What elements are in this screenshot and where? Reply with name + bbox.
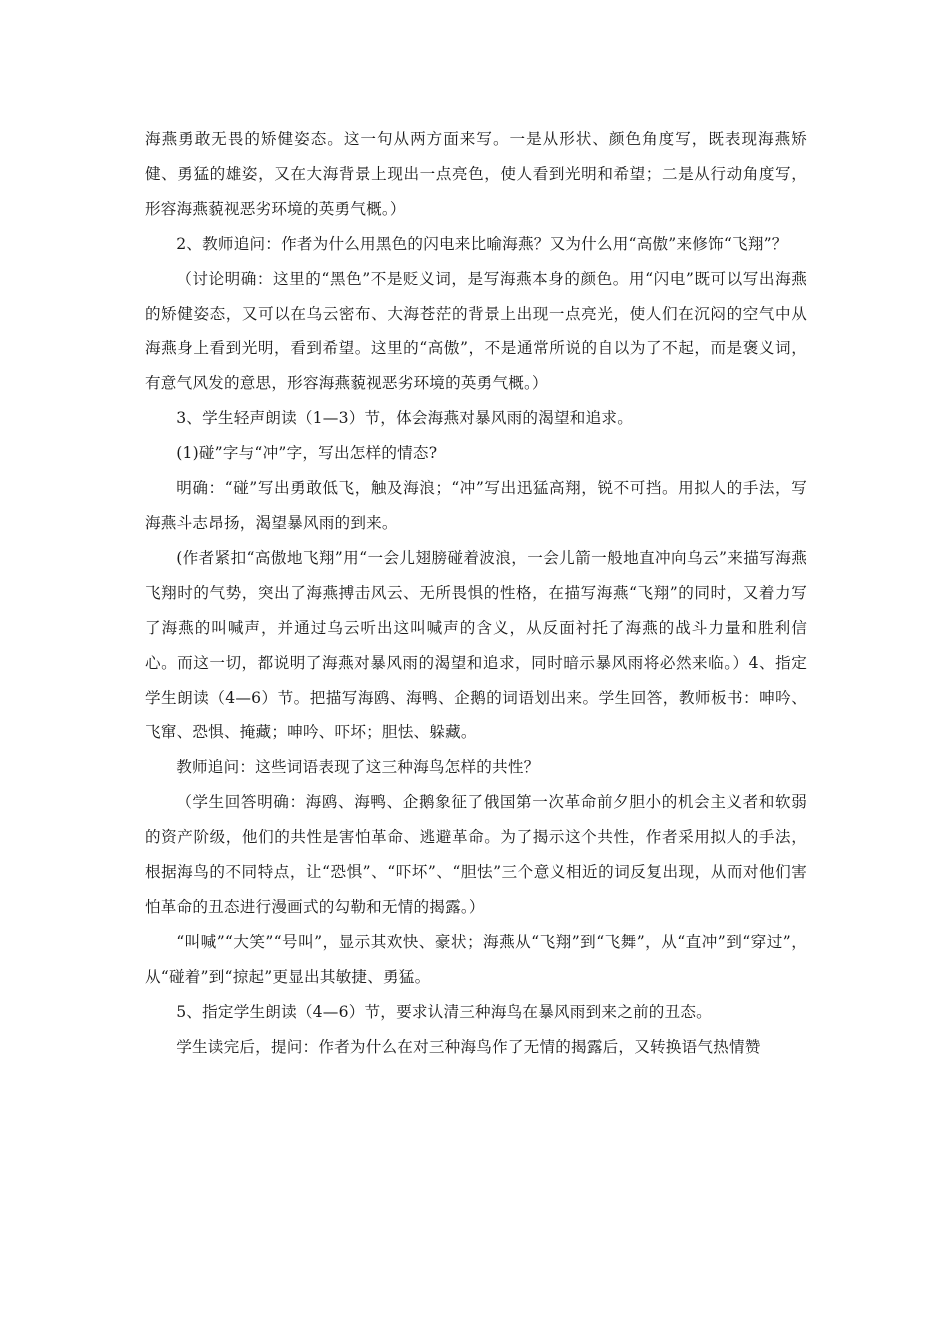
paragraph-12: 学生读完后，提问：作者为什么在对三种海鸟作了无情的揭露后，又转换语气热情赞 xyxy=(176,1037,761,1056)
paragraph-11: 5、指定学生朗读（4—6）节，要求认清三种海鸟在暴风雨到来之前的丑态。 xyxy=(176,1002,712,1021)
paragraph-8: 教师追问：这些词语表现了这三种海鸟怎样的共性？ xyxy=(176,758,540,777)
document-body xyxy=(145,122,807,1064)
paragraph-4: 3、学生轻声朗读（1—3）节，体会海燕对暴风雨的渴望和追求。 xyxy=(176,409,633,428)
paragraph-7: (作者紧扣“高傲地飞翔”用“一会儿翅膀碰着波浪，一会儿箭一般地直冲向乌云”来描写海燕飞翔时的气势，突出了海燕搏击风云、无所畏惧的性格，在描写海燕“飞翔”的同时，又着力写了海燕的叫喊声，并通过乌云听出这叫喊声的含义，从反面衬托了海燕的战斗力量和胜利信心。而这一切，都说明了海燕对暴风雨的渴望和追求，同时暗示暴风雨将必然来临。）4、指定学生朗读（4—6）节。把描写海鸥、海鸭、企鹅的词语划出来。学生回答，教师板书：呻吟、飞窜、恐惧、掩藏；呻吟、吓坏；胆怯、躲藏。 xyxy=(145,548,807,742)
paragraph-10: “叫喊”“大笑”“号叫”，显示其欢快、豪状；海燕从“飞翔”到“飞舞”，从“直冲”到“穿过”，从“碰着”到“掠起”更显出其敏捷、勇猛。 xyxy=(145,932,807,986)
paragraph-2: 2、教师追问：作者为什么用黑色的闪电来比喻海燕？又为什么用“高傲”来修饰“飞翔”？ xyxy=(176,234,788,253)
paragraph-9: （学生回答明确：海鸥、海鸭、企鹅象征了俄国第一次革命前夕胆小的机会主义者和软弱的资产阶级，他们的共性是害怕革命、逃避革命。为了揭示这个共性，作者采用拟人的手法，根据海鸟的不同特点，让“恐惧”、“吓坏”、“胆怯”三个意义相近的词反复出现，从而对他们害怕革命的丑态进行漫画式的勾勒和无情的揭露。） xyxy=(145,793,807,916)
paragraph-5: (1)碰”字与“冲”字，写出怎样的情态? xyxy=(176,444,438,463)
paragraph-3: （讨论明确：这里的“黑色”不是贬义词，是写海燕本身的颜色。用“闪电”既可以写出海燕的矫健姿态，又可以在乌云密布、大海苍茫的背景上出现一点亮光，使人们在沉闷的空气中从海燕身上看到光明，看到希望。这里的“高傲”，不是通常所说的自以为了不起，而是褒义词，有意气风发的意思，形容海燕藐视恶劣环境的英勇气概。） xyxy=(145,269,807,393)
paragraph-6: 明确：“碰”写出勇敢低飞，触及海浪；“冲”写出迅猛高翔，锐不可挡。用拟人的手法，写海燕斗志昂扬，渴望暴风雨的到来。 xyxy=(145,479,807,532)
paragraph-1: 海燕勇敢无畏的矫健姿态。这一句从两方面来写。一是从形状、颜色角度写，既表现海燕矫健、勇猛的雄姿，又在大海背景上现出一点亮色，使人看到光明和希望；二是从行动角度写，形容海燕藐视恶劣环境的英勇气概。） xyxy=(145,130,807,218)
